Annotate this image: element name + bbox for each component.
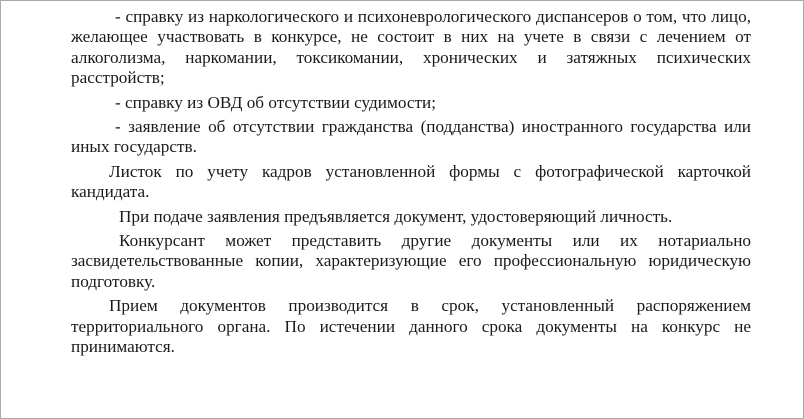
paragraph-citizenship-statement: - заявление об отсутствии гражданства (подданства) иностранного государства или иных государств. <box>71 117 751 157</box>
paragraph-criminal-record-certificate: - справку из ОВД об отсутствии судимости; <box>115 92 436 112</box>
document-page <box>71 7 751 362</box>
paragraph-submission-deadline: Прием документов производится в срок, установленный распоряжением территориального органа. По истечении данного срока документы на конкурс не принимаются. <box>71 296 751 357</box>
paragraph-identity-document: При подаче заявления предъявляется документ, удостоверяющий личность. <box>119 206 673 226</box>
paragraph-other-documents: Конкурсант может представить другие документы или их нотариально засвидетельствованные копии, характеризующие его профессиональную юридическую подготовку. <box>71 231 751 291</box>
paragraph-narcology-certificate: - справку из наркологического и психоневрологического диспансеров о том, что лицо, желающее участвовать в конкурсе, не состоит в них на учете в связи с лечением от алкоголизма, наркомании, токсикомании, хронических и затяжных психических расстройств; <box>71 7 751 88</box>
paragraph-personnel-form: Листок по учету кадров установленной формы с фотографической карточкой кандидата. <box>71 161 751 202</box>
